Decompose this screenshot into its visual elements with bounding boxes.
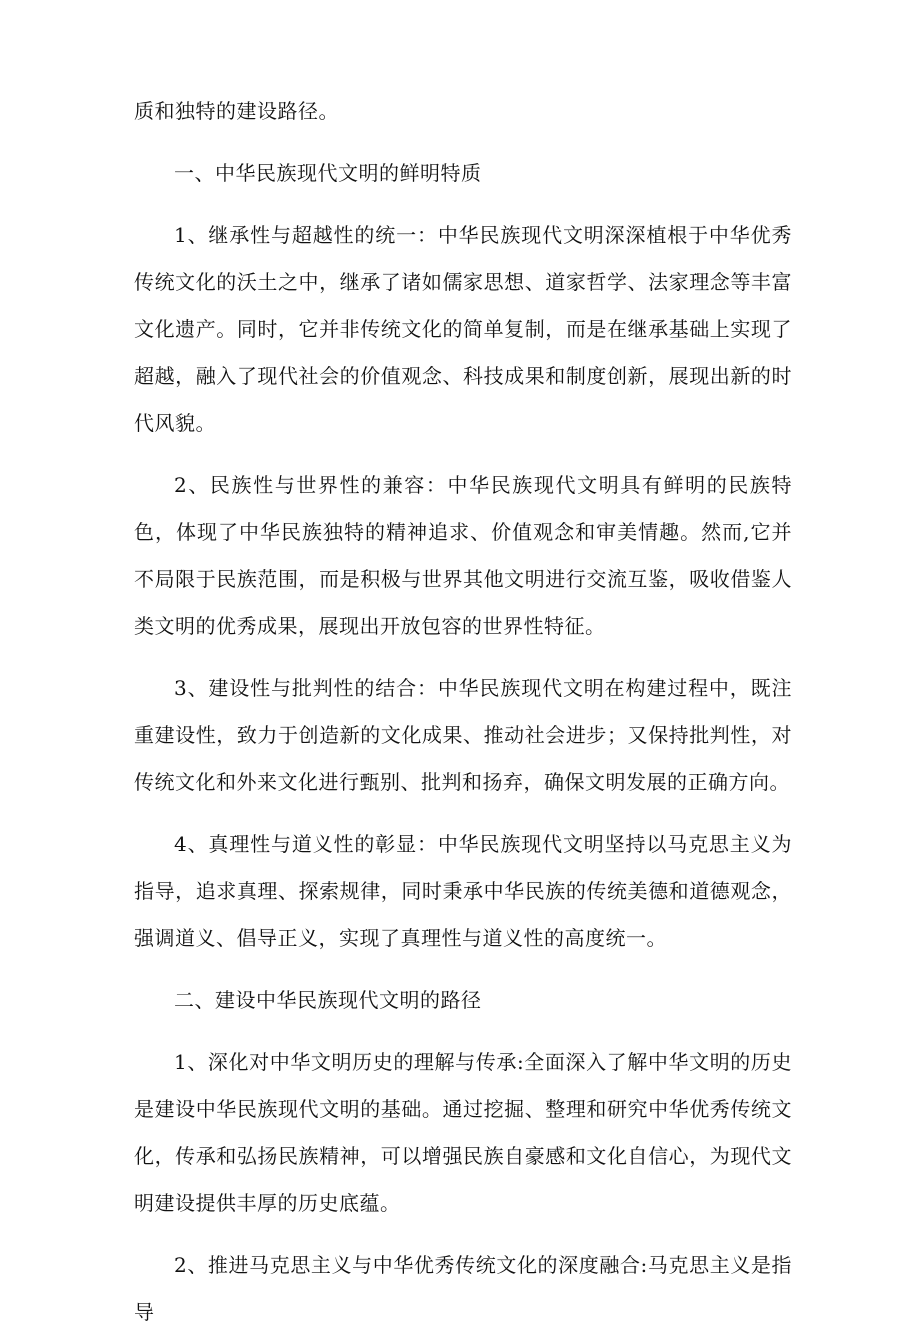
section-2-item-2: 2、推进马克思主义与中华优秀传统文化的深度融合:马克思主义是指导: [134, 1253, 792, 1324]
section-1-item-2: 2、民族性与世界性的兼容：中华民族现代文明具有鲜明的民族特色，体现了中华民族独特的精神追求、价值观念和审美情趣。然而,它并不局限于民族范围，而是积极与世界其他文明进行交流互鉴，吸收借鉴人类文明的优秀成果，展现出开放包容的世界性特征。: [134, 473, 792, 638]
section-1-heading: 一、中华民族现代文明的鲜明特质: [174, 161, 482, 185]
section-2-heading: 二、建设中华民族现代文明的路径: [174, 988, 482, 1012]
section-1-item-4: 4、真理性与道义性的彰显：中华民族现代文明坚持以马克思主义为指导，追求真理、探索规律，同时秉承中华民族的传统美德和道德观念，强调道义、倡导正义，实现了真理性与道义性的高度统一。: [134, 832, 792, 950]
section-1-item-1: 1、继承性与超越性的统一：中华民族现代文明深深植根于中华优秀传统文化的沃土之中，继承了诸如儒家思想、道家哲学、法家理念等丰富文化遗产。同时，它并非传统文化的简单复制，而是在继承基础上实现了超越，融入了现代社会的价值观念、科技成果和制度创新，展现出新的时代风貌。: [134, 223, 792, 435]
section-1-item-3: 3、建设性与批判性的结合：中华民族现代文明在构建过程中，既注重建设性，致力于创造新的文化成果、推动社会进步；又保持批判性，对传统文化和外来文化进行甄别、批判和扬弃，确保文明发展的正确方向。: [134, 676, 792, 794]
section-2-item-1: 1、深化对中华文明历史的理解与传承:全面深入了解中华文明的历史是建设中华民族现代文明的基础。通过挖掘、整理和研究中华优秀传统文化，传承和弘扬民族精神，可以增强民族自豪感和文化自信心，为现代文明建设提供丰厚的历史底蕴。: [134, 1050, 792, 1215]
continuation-paragraph: 质和独特的建设路径。: [134, 99, 339, 123]
